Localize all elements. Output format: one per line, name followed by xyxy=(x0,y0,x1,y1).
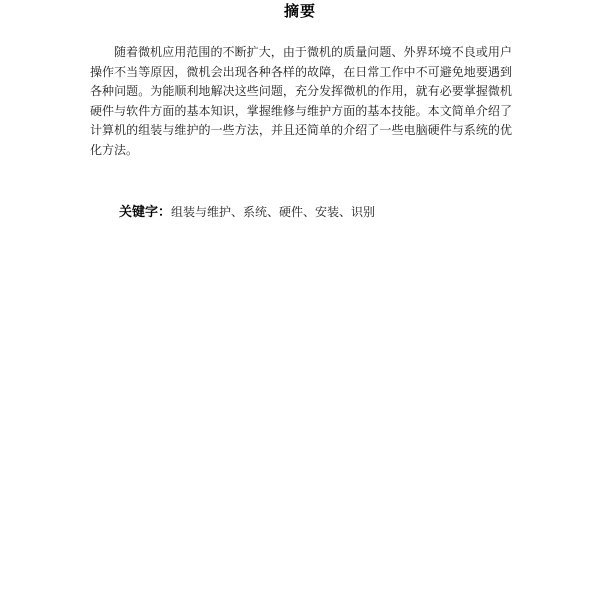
keywords-line xyxy=(119,203,539,222)
keywords-label: 关键字： xyxy=(119,205,172,220)
page-title: 摘要 xyxy=(283,2,316,20)
keywords-value: 组装与维护、系统、硬件、安装、识别 xyxy=(171,205,376,219)
abstract-paragraph: 随着微机应用范围的不断扩大，由于微机的质量问题、外界环境不良或用户操作不当等原因，微机会出现各种各样的故障，在日常工作中不可避免地要遇到各种问题。为能顺利地解决这些问题，充分发挥微机的作用，就有必要掌握微机硬件与软件方面的基本知识，掌握维修与维护方面的基本技能。本文简单介绍了计算机的组装与维护的一些方法，并且还简单的介绍了一些电脑硬件与系统的优化方法。 xyxy=(90,45,512,157)
